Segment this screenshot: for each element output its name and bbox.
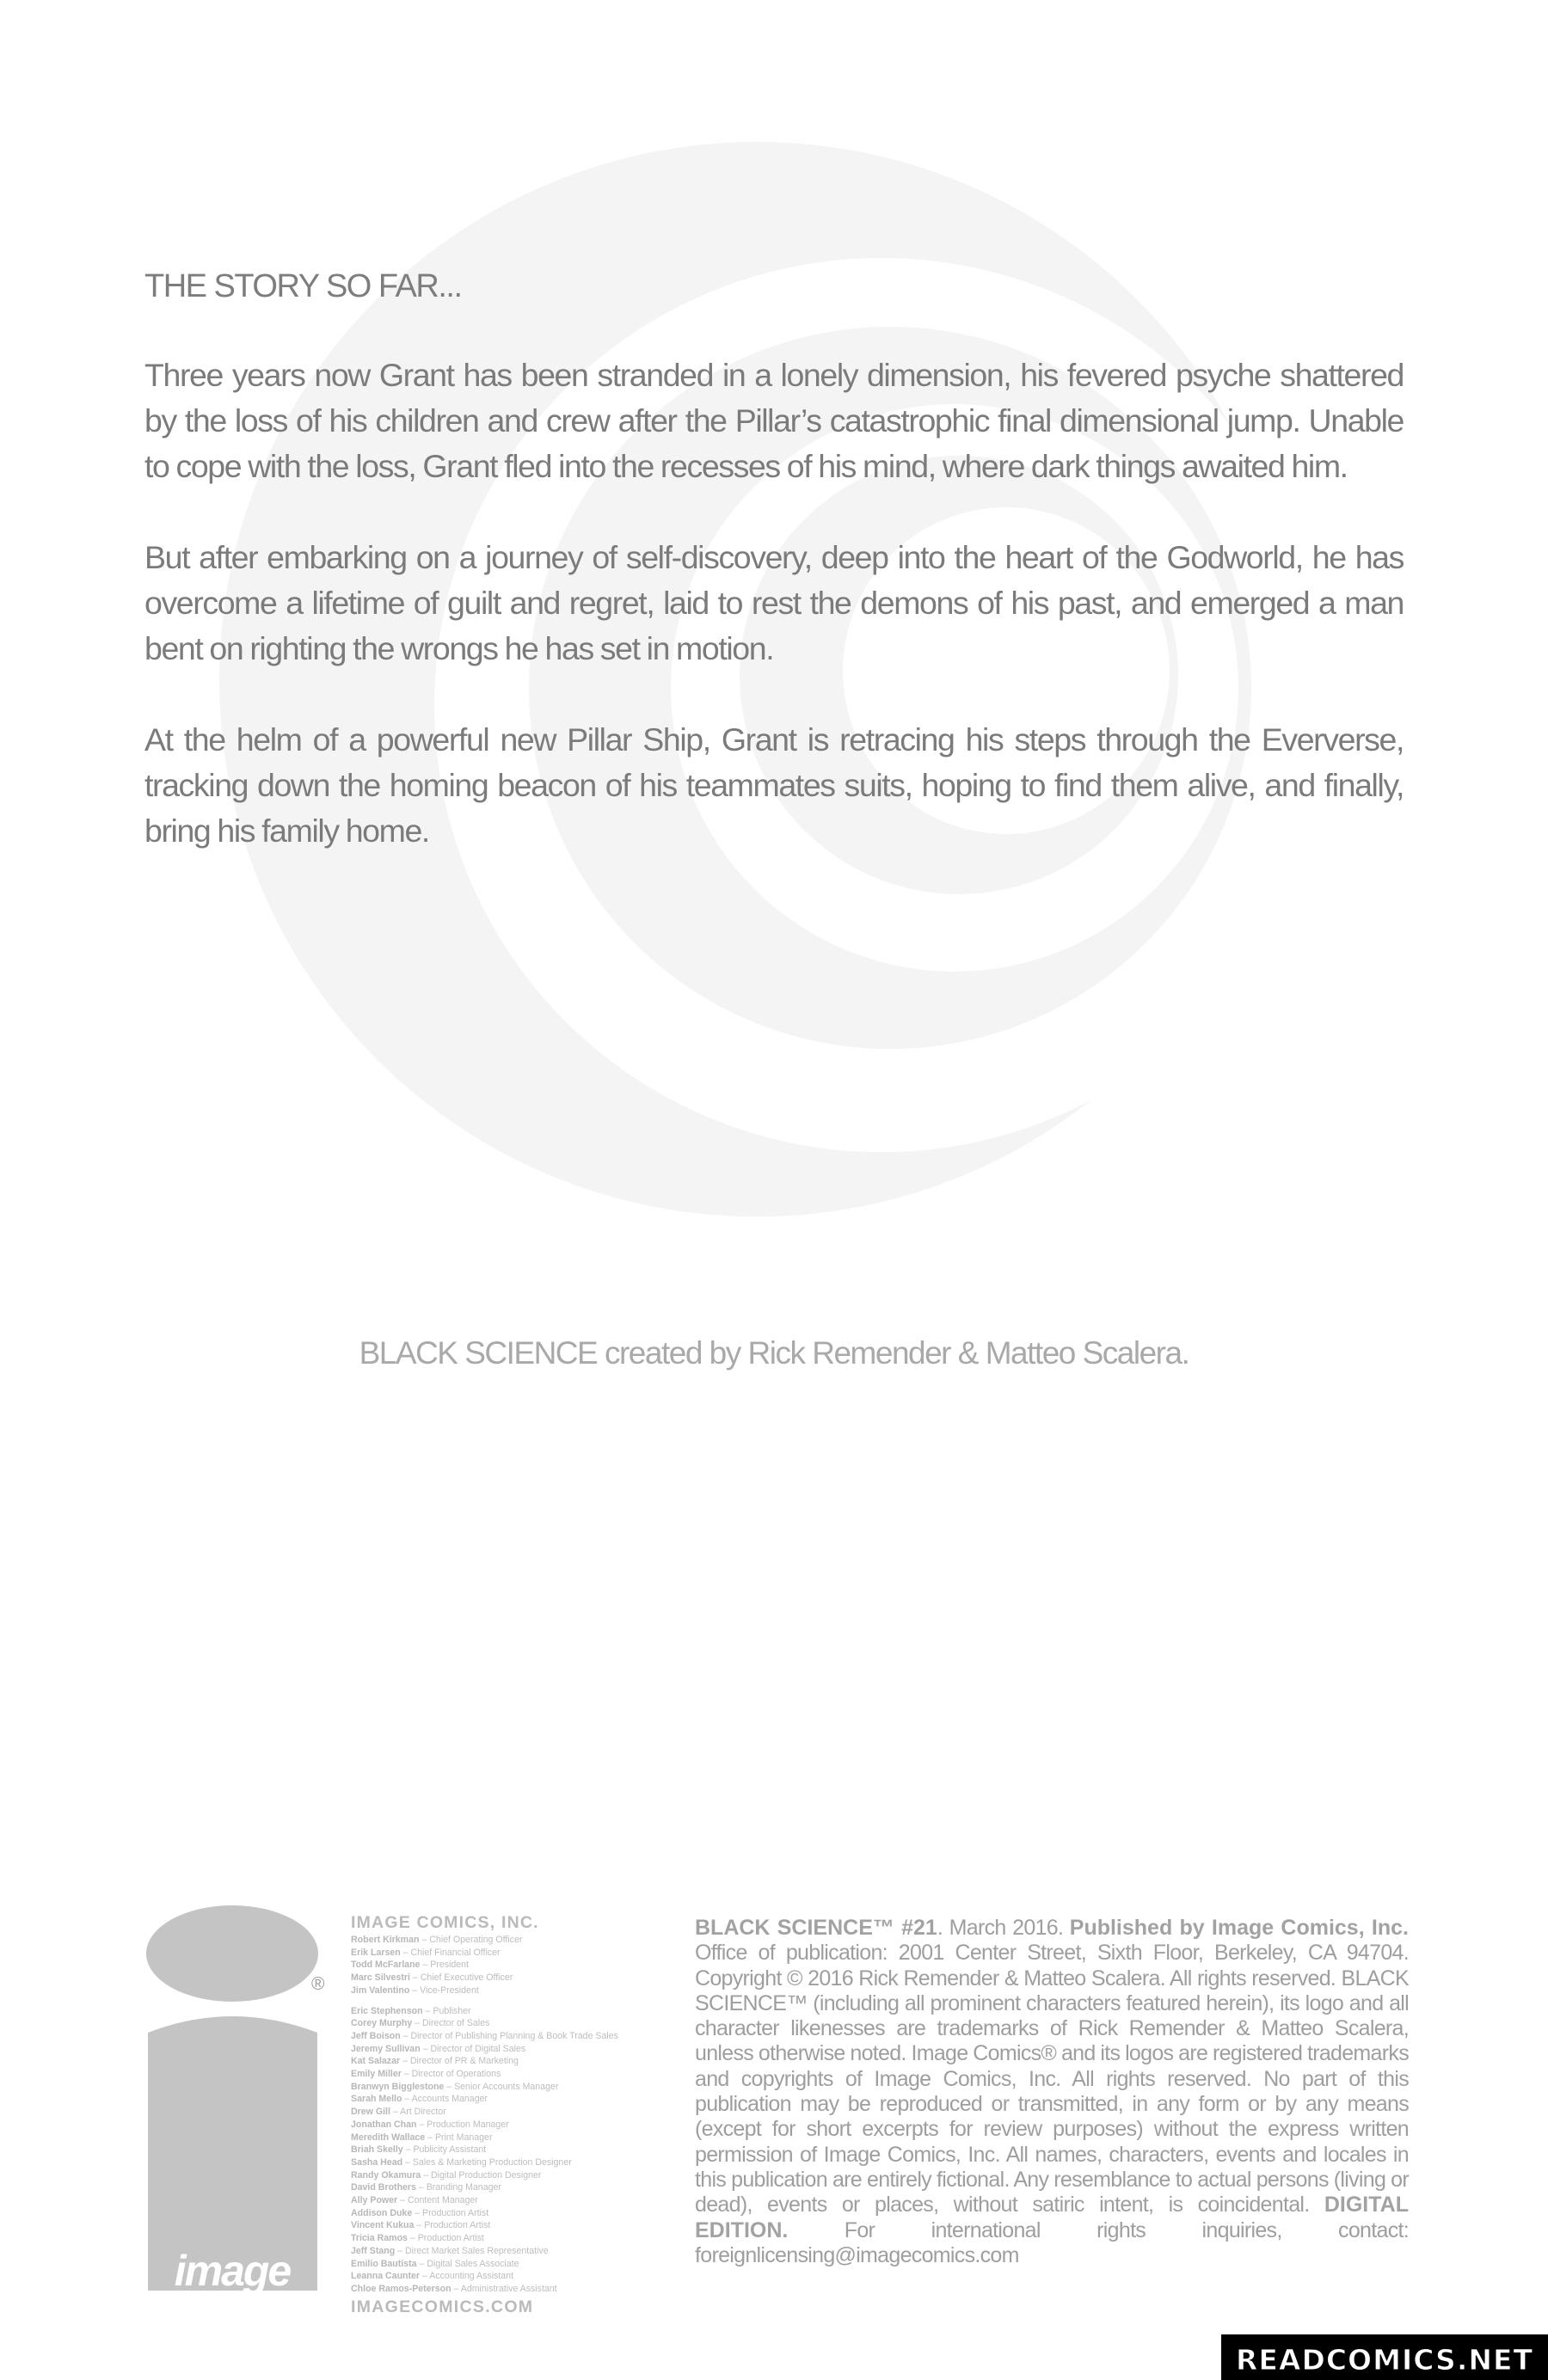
legal-body: Office of publication: 2001 Center Street, Sixth Floor, Berkeley, CA 94704. Copyright © 2016 Rick Remender & Matteo Scalera. All rights reserved. BLACK SCIENCE™ (including all prominent characters featured herein), its logo and all character likenesses are trademarks of Rick Remender & Matteo Scalera, unless otherwise noted. Image Comics® and its logos are registered trademarks and copyrights of Image Comics, Inc. All rights reserved. No part of this publication may be reproduced or transmitted, in any form or by any means (except for short excerpts for review purposes) without the express written permission of Image Comics, Inc. All names, characters, events and locales in this publication are entirely fictional. Any resemblance to actual persons (living or dead), events or places, without satiric intent, is coincidental. — [695, 1941, 1409, 2217]
staff-name: Eric Stephenson — [351, 2005, 423, 2016]
staff-name: Robert Kirkman — [351, 1935, 420, 1945]
staff-entry — [351, 2219, 686, 2232]
staff-role: Print Manager — [434, 2132, 493, 2143]
staff-entry — [351, 2245, 686, 2258]
staff-entry — [351, 2258, 686, 2271]
staff-role: President — [430, 1960, 469, 1971]
staff-name: Branwyn Bigglestone — [351, 2081, 445, 2092]
staff-role: Production Manager — [427, 2119, 509, 2130]
staff-entry — [351, 1972, 686, 1984]
story-paragraph-2: But after embarking on a journey of self-discovery, deep into the heart of the Godworld, he has overcome a lifetime of guilt and regret, laid to rest the demons of his past, and emerged a man bent on righting the wrongs he has set in motion. — [144, 539, 1404, 666]
staff-entry — [351, 1959, 686, 1972]
image-logo-text: image — [174, 2247, 291, 2295]
staff-name: Jeff Boison — [351, 2030, 401, 2041]
website: IMAGECOMICS.COM — [351, 2297, 534, 2316]
staff-name: Jim Valentino — [351, 1984, 410, 1996]
staff-role: Director of Sales — [422, 2018, 490, 2029]
image-comics-staff-list — [351, 1913, 686, 2317]
staff-entry — [351, 2169, 686, 2182]
staff-entry — [351, 2017, 686, 2030]
staff-name: Leanna Caunter — [351, 2271, 421, 2282]
staff-entry — [351, 2068, 686, 2081]
staff-separator: – — [422, 2005, 433, 2016]
staff-role: Chief Financial Officer — [410, 1947, 501, 1958]
staff-role: Director of PR & Marketing — [409, 2056, 519, 2067]
staff-role: Publicity Assistant — [413, 2144, 487, 2156]
staff-separator: – — [395, 2245, 405, 2256]
staff-name: Tricia Ramos — [351, 2233, 408, 2244]
staff-role: Director of Operations — [411, 2069, 501, 2080]
staff-entry — [351, 2119, 686, 2132]
staff-role: Vice-President — [420, 1984, 479, 1996]
staff-name: Emily Miller — [351, 2069, 402, 2080]
staff-name: Ally Power — [351, 2195, 398, 2206]
staff-separator: – — [419, 1935, 430, 1945]
staff-separator: – — [414, 2220, 425, 2231]
staff-separator: – — [416, 2258, 427, 2269]
staff-role: Production Artist — [422, 2207, 489, 2218]
issue-date: . March 2016. — [937, 1916, 1070, 1940]
staff-separator: – — [425, 2132, 435, 2143]
staff-name: Meredith Wallace — [351, 2132, 426, 2143]
staff-entry — [351, 2132, 686, 2144]
staff-name: Randy Okamura — [351, 2169, 421, 2181]
registered-mark: ® — [311, 1974, 325, 1994]
staff-role: Art Director — [400, 2107, 446, 2118]
staff-role: Chief Executive Officer — [420, 1972, 513, 1984]
staff-name: Drew Gill — [351, 2107, 390, 2118]
staff-entry — [351, 2194, 686, 2207]
staff-role: Production Artist — [424, 2220, 491, 2231]
staff-name: Corey Murphy — [351, 2018, 413, 2029]
watermark-text: READCOMICS.NET — [1235, 2343, 1534, 2377]
staff-role: Direct Market Sales Representative — [405, 2245, 549, 2256]
staff-entry — [351, 2207, 686, 2220]
staff-role: Director of Digital Sales — [430, 2043, 526, 2054]
staff-entry — [351, 2181, 686, 2194]
staff-separator: – — [400, 2056, 410, 2067]
staff-separator: – — [420, 2271, 430, 2282]
staff-separator: – — [402, 2094, 412, 2105]
staff-separator: – — [409, 1984, 421, 1996]
staff-name: Erik Larsen — [351, 1947, 401, 1958]
staff-entry — [351, 2144, 686, 2156]
staff-name: Jonathan Chan — [351, 2119, 417, 2130]
staff-name: Vincent Kukua — [351, 2220, 415, 2231]
staff-role: Branding Manager — [426, 2182, 501, 2193]
publisher-line: Published by Image Comics, Inc. — [1069, 1916, 1409, 1940]
staff-group — [351, 1934, 686, 1997]
story-paragraph-3: At the helm of a powerful new Pillar Ship, Grant is retracing his steps through the Eververse, tracking down the homing beacon of his teammates suits, hoping to find them alive, and finally, bring his family home. — [144, 721, 1404, 849]
staff-entry — [351, 2043, 686, 2056]
staff-role: Accounting Assistant — [429, 2271, 514, 2282]
staff-entry — [351, 2283, 686, 2296]
staff-separator: – — [407, 2233, 418, 2244]
staff-role: Digital Production Designer — [431, 2169, 542, 2181]
staff-entry — [351, 2081, 686, 2094]
staff-name: Emilio Bautista — [351, 2258, 417, 2269]
staff-separator: – — [416, 2119, 427, 2130]
staff-entry — [351, 1934, 686, 1947]
staff-name: Kat Salazar — [351, 2056, 401, 2067]
staff-role: Publisher — [433, 2005, 471, 2016]
staff-separator: – — [409, 1972, 421, 1984]
staff-entry — [351, 2156, 686, 2169]
staff-separator: – — [420, 2043, 431, 2054]
staff-separator: – — [400, 1947, 411, 1958]
staff-entry — [351, 2232, 686, 2245]
staff-role: Production Artist — [417, 2233, 484, 2244]
staff-entry — [351, 2093, 686, 2106]
staff-role: Sales & Marketing Production Designer — [412, 2156, 572, 2168]
staff-name: Sarah Mello — [351, 2094, 402, 2105]
staff-entry — [351, 1984, 686, 1997]
image-comics-logo — [144, 1904, 321, 2297]
staff-name: Jeff Stang — [351, 2245, 396, 2256]
staff-separator: – — [451, 2283, 461, 2294]
staff-name: Briah Skelly — [351, 2144, 403, 2156]
staff-name: Todd McFarlane — [351, 1960, 421, 1971]
company-name: IMAGE COMICS, INC. — [351, 1913, 539, 1932]
staff-groups — [351, 1934, 686, 2296]
story-paragraph-1: Three years now Grant has been stranded in a lonely dimension, his fevered psyche shattered by the loss of his children and crew after the Pillar’s catastrophic final dimensional jump. Unable to cope with the loss, Grant fled into the recesses of his mind, where dark things awaited him. — [144, 357, 1404, 484]
staff-separator: – — [400, 2030, 411, 2041]
staff-entry — [351, 2106, 686, 2119]
issue-title: BLACK SCIENCE™ #21 — [695, 1916, 937, 1940]
creator-credit: BLACK SCIENCE created by Rick Remender & Matteo Scalera. — [359, 1335, 1189, 1371]
staff-name: Marc Silvestri — [351, 1972, 410, 1984]
rights-contact: For international rights inquiries, contact: foreignlicensing@imagecomics.com — [695, 2217, 1409, 2267]
staff-role: Digital Sales Associate — [427, 2258, 519, 2269]
digital-edition-label: DIGITAL EDITION. — [695, 2193, 1409, 2242]
staff-separator: – — [421, 2169, 432, 2181]
staff-group — [351, 2005, 686, 2296]
staff-separator: – — [415, 2182, 427, 2193]
story-so-far-heading: THE STORY SO FAR... — [144, 268, 462, 304]
staff-role: Chief Operating Officer — [429, 1935, 523, 1945]
staff-entry — [351, 2055, 686, 2068]
staff-entry — [351, 2005, 686, 2018]
staff-separator: – — [390, 2107, 401, 2118]
staff-name: Sasha Head — [351, 2156, 403, 2168]
staff-entry — [351, 2270, 686, 2283]
staff-role: Administrative Assistant — [460, 2283, 557, 2294]
staff-role: Senior Accounts Manager — [454, 2081, 559, 2092]
staff-separator: – — [444, 2081, 455, 2092]
readcomics-watermark — [1221, 2328, 1548, 2380]
staff-separator: – — [401, 2069, 412, 2080]
staff-separator: – — [402, 2144, 414, 2156]
staff-separator: – — [420, 1960, 431, 1971]
staff-entry — [351, 2030, 686, 2043]
staff-name: Addison Duke — [351, 2207, 413, 2218]
staff-name: David Brothers — [351, 2182, 416, 2193]
staff-name: Chloe Ramos-Peterson — [351, 2283, 452, 2294]
staff-separator: – — [412, 2207, 422, 2218]
staff-name: Jeremy Sullivan — [351, 2043, 421, 2054]
staff-role: Content Manager — [407, 2195, 478, 2206]
staff-separator: – — [397, 2195, 408, 2206]
staff-role: Director of Publishing Planning & Book Trade Sales — [410, 2030, 618, 2041]
legal-indicia — [695, 1916, 1409, 2268]
staff-separator: – — [402, 2156, 413, 2168]
staff-separator: – — [412, 2018, 423, 2029]
staff-role: Accounts Manager — [411, 2094, 488, 2105]
staff-entry — [351, 1947, 686, 1960]
